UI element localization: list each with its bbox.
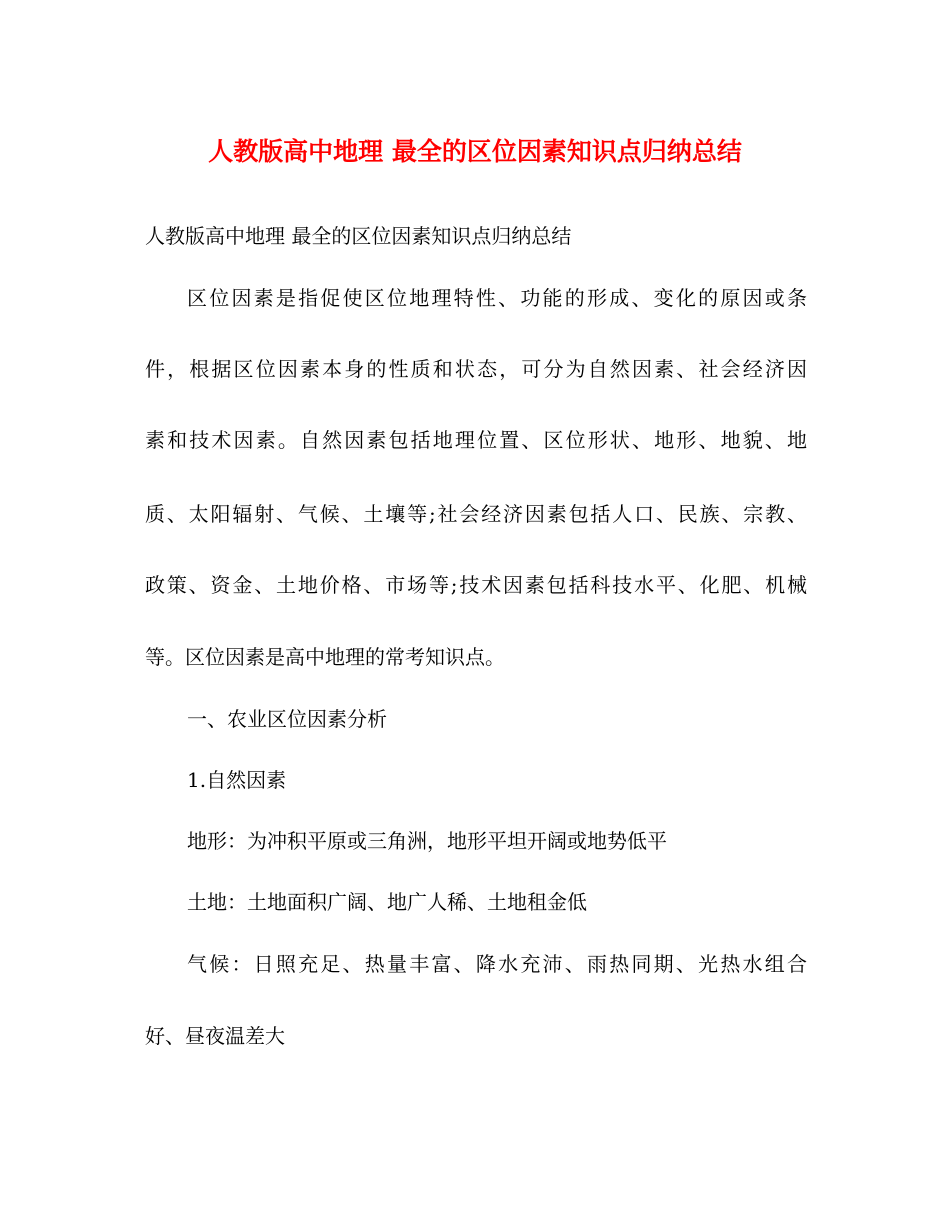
subsection-heading: 1.自然因素: [187, 768, 287, 792]
intro-line-6: 等。区位因素是高中地理的常考知识点。: [145, 645, 505, 669]
climate-line-1: 气候：日照充足、热量丰富、降水充沛、雨热同期、光热水组合: [187, 952, 807, 976]
climate-line-2: 好、昼夜温差大: [145, 1024, 285, 1048]
intro-line-5: 政策、资金、土地价格、市场等;技术因素包括科技水平、化肥、机械: [145, 573, 807, 597]
document-title: 人教版高中地理 最全的区位因素知识点归纳总结: [208, 137, 742, 166]
document-subtitle: 人教版高中地理 最全的区位因素知识点归纳总结: [145, 224, 572, 248]
land-line: 土地：土地面积广阔、地广人稀、土地租金低: [187, 890, 587, 914]
section-heading: 一、农业区位因素分析: [187, 707, 387, 731]
intro-line-1: 区位因素是指促使区位地理特性、功能的形成、变化的原因或条: [187, 286, 807, 310]
intro-line-2: 件，根据区位因素本身的性质和状态，可分为自然因素、社会经济因: [145, 357, 807, 381]
intro-line-3: 素和技术因素。自然因素包括地理位置、区位形状、地形、地貌、地: [145, 428, 807, 452]
terrain-line: 地形：为冲积平原或三角洲，地形平坦开阔或地势低平: [187, 829, 667, 853]
intro-line-4: 质、太阳辐射、气候、土壤等;社会经济因素包括人口、民族、宗教、: [145, 502, 807, 526]
